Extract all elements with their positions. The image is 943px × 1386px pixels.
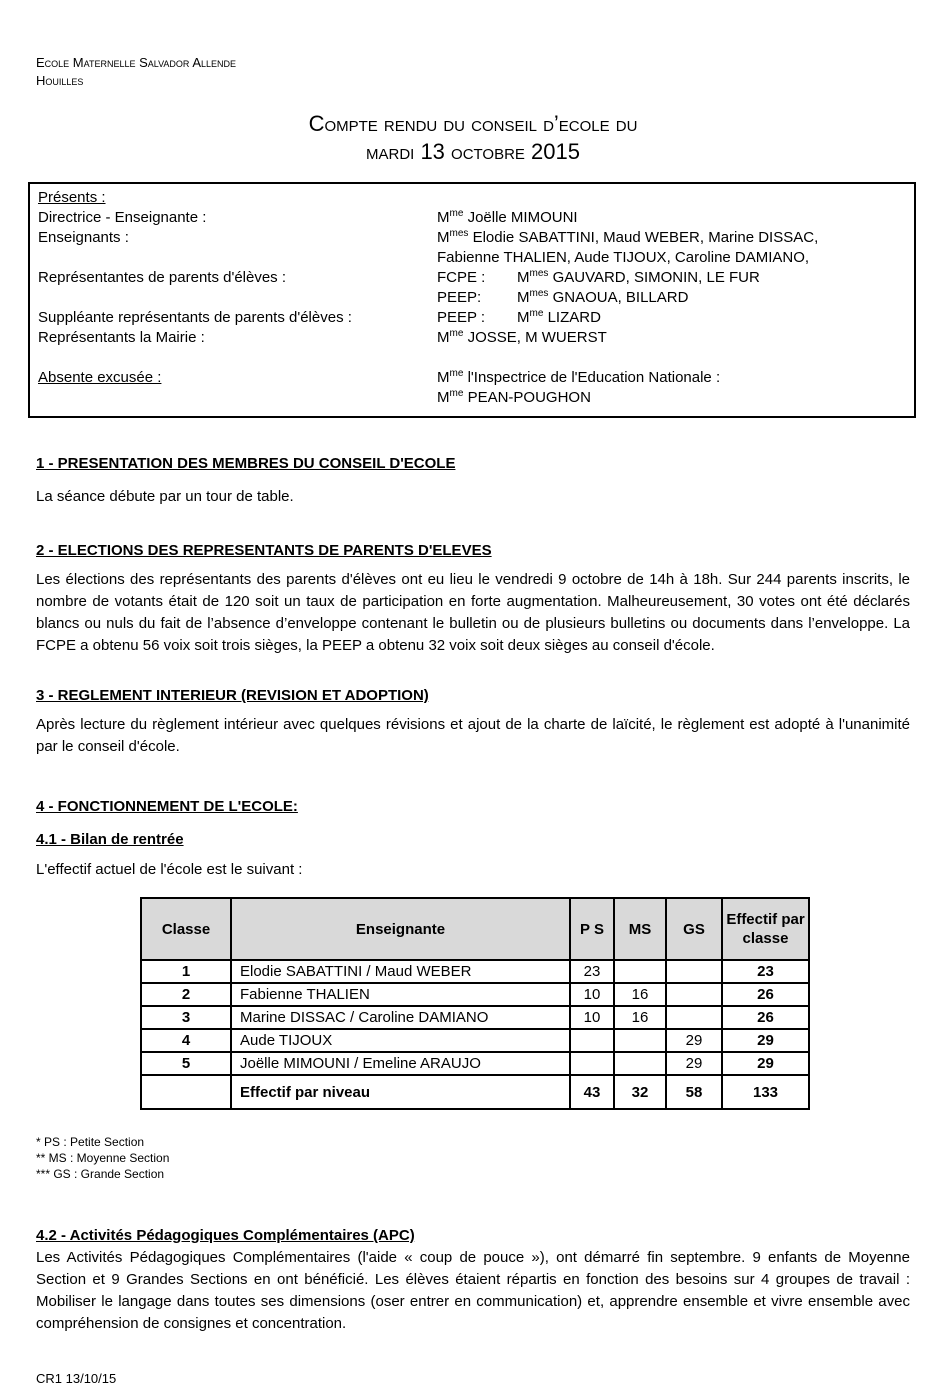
- table-header-row: [141, 898, 809, 960]
- table-footnotes: [36, 1134, 910, 1182]
- row-value: $M^{me}$ Joëlle MIMOUNI: [437, 208, 578, 226]
- section-4-2-paragraph: Les Activités Pédagogiques Complémentaires (l'aide « coup de pouce »), ont démarré fin septembre. 9 enfants de Moyenne Section et 9 Grandes Sections en ont bénéficié. Les élèves étaient répartis en fonction des besoins sur 4 groupes de travail : Mobiliser le langage dans toutes ses dimensions (oser entrer en communication) et, apprendre ensemble et vivre ensemble avec compréhension de consignes et concentration.: [36, 1249, 910, 1332]
- section-4-2-heading: 4.2 - Activités Pédagogiques Complémentaires (APC): [36, 1227, 415, 1244]
- section-2-paragraph: Les élections des représentants des parents d'élèves ont eu lieu le vendredi 9 octobre de 14h à 18h. Sur 244 parents inscrits, le nombre de votants était de 120 soit un taux de participation en forte augmentation. Malheureusement, 30 votes ont été déclarés blancs ou nuls du fait de l’absence d’enveloppe contenant le bulletin ou de plusieurs bulletins ou documents dans l’enveloppe. La FCPE a obtenu 56 voix soit trois sièges, la PEEP a obtenu 32 voix soit deux sièges au conseil d'école.: [36, 571, 910, 654]
- attendance-row: [38, 368, 906, 388]
- attendance-row: [38, 308, 906, 328]
- table-cell: 58: [666, 1075, 722, 1109]
- footnote: *** GS : Grande Section: [36, 1167, 165, 1181]
- table-cell: [141, 1075, 231, 1109]
- page-title: [36, 110, 910, 166]
- table-total-row: [141, 1075, 809, 1109]
- table-cell: 32: [614, 1075, 666, 1109]
- attendance-row: [38, 188, 906, 208]
- table-cell: Joëlle MIMOUNI / Emeline ARAUJO: [231, 1052, 570, 1075]
- table-cell: 2: [141, 983, 231, 1006]
- footnote: ** MS : Moyenne Section: [36, 1151, 170, 1165]
- row-label: [38, 288, 437, 308]
- table-cell: 16: [614, 1006, 666, 1029]
- attendance-row: [38, 208, 906, 228]
- attendance-row: [38, 388, 906, 408]
- table-cell: Elodie SABATTINI / Maud WEBER: [231, 960, 570, 983]
- row-label: Représentantes de parents d'élèves :: [38, 269, 287, 286]
- table-cell: 29: [722, 1029, 809, 1052]
- section-4-heading: 4 - FONCTIONNEMENT DE L'ECOLE:: [36, 798, 298, 815]
- row-value: PEEP: $M^{mes}$ GNAOUA, BILLARD: [437, 288, 689, 306]
- table-row: [141, 1052, 809, 1075]
- table-cell: [614, 1052, 666, 1075]
- table-cell: 133: [722, 1075, 809, 1109]
- table-cell: 26: [722, 983, 809, 1006]
- table-cell: 4: [141, 1029, 231, 1052]
- org-label: FCPE :: [437, 269, 486, 286]
- footer-reference: CR1 13/10/15: [36, 1371, 117, 1386]
- org-label: PEEP :: [437, 309, 486, 326]
- row-label: Enseignants :: [38, 229, 129, 246]
- table-header-cell: P S: [570, 898, 614, 960]
- page-title-line2: mardi 13 octobre 2015: [366, 139, 580, 164]
- attendance-row: [38, 288, 906, 308]
- table-cell: [666, 983, 722, 1006]
- row-label: Absente excusée :: [38, 369, 162, 386]
- attendance-row: [38, 228, 906, 248]
- page-title-line1: Compte rendu du conseil d’ecole du: [308, 111, 638, 136]
- attendance-row: [38, 248, 906, 268]
- table-cell: 5: [141, 1052, 231, 1075]
- section-2-heading: 2 - ELECTIONS DES REPRESENTANTS DE PARENTS D'ELEVES: [36, 542, 492, 559]
- table-header-cell: Effectif par classe: [722, 898, 809, 960]
- section-1-heading: 1 - PRESENTATION DES MEMBRES DU CONSEIL D'ECOLE: [36, 455, 456, 472]
- attendance-row: [38, 268, 906, 288]
- table-cell: 10: [570, 983, 614, 1006]
- table-header-cell: Enseignante: [231, 898, 570, 960]
- table-header-cell: Classe: [141, 898, 231, 960]
- row-label: Présents :: [38, 189, 106, 206]
- school-header: [36, 54, 910, 90]
- table-cell: 43: [570, 1075, 614, 1109]
- row-label: Suppléante représentants de parents d'élèves :: [38, 309, 352, 326]
- table-cell: 3: [141, 1006, 231, 1029]
- row-value: PEEP : $M^{me}$ LIZARD: [437, 308, 601, 326]
- table-cell: 29: [666, 1052, 722, 1075]
- section-4-1-heading: 4.1 - Bilan de rentrée: [36, 831, 184, 848]
- row-value: $M^{me}$ JOSSE, M WUERST: [437, 328, 607, 346]
- row-value: Fabienne THALIEN, Aude TIJOUX, Caroline DAMIANO,: [437, 249, 810, 266]
- attendance-row-spacer: [38, 348, 906, 368]
- table-row: [141, 983, 809, 1006]
- table-header-cell: MS: [614, 898, 666, 960]
- table-cell: [570, 1029, 614, 1052]
- effectifs-table-body: [141, 960, 809, 1109]
- table-cell: 29: [722, 1052, 809, 1075]
- table-cell: 29: [666, 1029, 722, 1052]
- table-cell: 10: [570, 1006, 614, 1029]
- section-4-1-paragraph: L'effectif actuel de l'école est le suivant :: [36, 861, 303, 878]
- table-cell: Fabienne THALIEN: [231, 983, 570, 1006]
- school-city: Houilles: [36, 73, 84, 88]
- table-cell: Marine DISSAC / Caroline DAMIANO: [231, 1006, 570, 1029]
- table-row: [141, 1029, 809, 1052]
- table-cell: [614, 960, 666, 983]
- row-label: Représentants la Mairie :: [38, 329, 205, 346]
- attendance-box: [28, 182, 916, 418]
- section-1-paragraph: La séance débute par un tour de table.: [36, 488, 294, 505]
- school-name: Ecole Maternelle Salvador Allende: [36, 55, 237, 70]
- effectifs-table: [140, 897, 810, 1110]
- table-cell: [666, 1006, 722, 1029]
- org-label: PEEP:: [437, 289, 482, 306]
- row-value: FCPE : $M^{mes}$ GAUVARD, SIMONIN, LE FUR: [437, 268, 760, 286]
- section-3-heading: 3 - REGLEMENT INTERIEUR (REVISION ET ADOPTION): [36, 687, 429, 704]
- table-cell: Aude TIJOUX: [231, 1029, 570, 1052]
- table-row: [141, 960, 809, 983]
- attendance-row: [38, 328, 906, 348]
- table-cell: 23: [570, 960, 614, 983]
- row-value: $M^{me}$ l'Inspectrice de l'Education Nationale :: [437, 368, 721, 386]
- row-label: [38, 388, 437, 408]
- table-cell: Effectif par niveau: [231, 1075, 570, 1109]
- section-3-paragraph: Après lecture du règlement intérieur avec quelques révisions et ajout de la charte de laïcité, le règlement est adopté à l'unanimité par le conseil d'école.: [36, 716, 910, 755]
- row-label: [38, 248, 437, 268]
- table-cell: [614, 1029, 666, 1052]
- footnote: * PS : Petite Section: [36, 1135, 145, 1149]
- row-value: $M^{me}$ PEAN-POUGHON: [437, 388, 591, 406]
- table-cell: [666, 960, 722, 983]
- table-row: [141, 1006, 809, 1029]
- row-label: Directrice - Enseignante :: [38, 209, 207, 226]
- effectifs-table-header: [141, 898, 809, 960]
- table-cell: 26: [722, 1006, 809, 1029]
- table-cell: 1: [141, 960, 231, 983]
- table-cell: 23: [722, 960, 809, 983]
- table-cell: 16: [614, 983, 666, 1006]
- row-value: $M^{mes}$ Elodie SABATTINI, Maud WEBER, Marine DISSAC,: [437, 228, 819, 246]
- table-cell: [570, 1052, 614, 1075]
- table-header-cell: GS: [666, 898, 722, 960]
